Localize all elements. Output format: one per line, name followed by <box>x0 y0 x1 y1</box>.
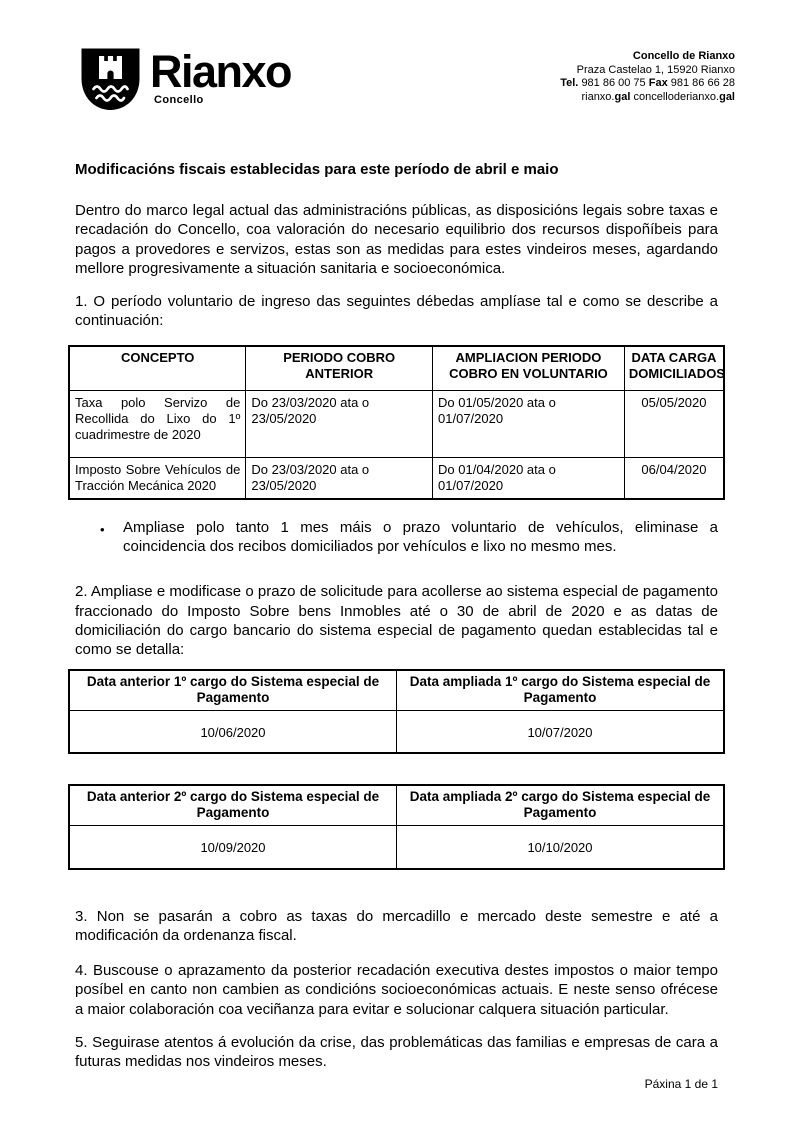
column-header-concepto: CONCEPTO <box>69 346 246 391</box>
table-row <box>69 390 724 457</box>
fax-label: Fax <box>648 77 668 89</box>
table-header-row <box>69 785 724 826</box>
contact-address: Praza Castelao 1, 15920 Rianxo <box>576 63 735 76</box>
table-row <box>69 710 724 753</box>
segundo-cargo-table <box>68 784 725 870</box>
footer-page-number: Páxina 1 de 1 <box>644 1077 718 1091</box>
cell-data-anterior-2: 10/09/2020 <box>69 826 397 869</box>
paragraph-item-3: 3. Non se pasarán a cobro as taxas do mercadillo e mercado deste semestre e até a modificación da ordenanza fiscal. <box>75 907 718 944</box>
contact-block <box>560 47 735 104</box>
paragraph-item-5: 5. Seguirase atentos á evolución da crise, das problemáticas das familias e empresas de cara a futuras medidas nos vindeiros meses. <box>75 1034 718 1071</box>
tel-number: 981 86 00 75 <box>581 77 646 89</box>
website-2: concelloderianxo. <box>633 90 720 103</box>
tel-label: Tel. <box>560 77 579 89</box>
shield-castle-waves-icon <box>80 47 141 112</box>
cell-concepto: Taxa polo Servizo de Recollida do Lixo do 1º cuadrimestre de 2020 <box>69 390 246 457</box>
table-row <box>69 457 724 499</box>
cell-ampliacion: Do 01/04/2020 ata o 01/07/2020 <box>433 457 625 499</box>
column-header-periodo-anterior: PERIODO COBRO ANTERIOR <box>246 346 433 391</box>
column-header-data-carga: DATA CARGA DOMICILIADOS <box>624 346 724 391</box>
website-2-tld: gal <box>719 90 735 103</box>
cell-data-carga: 06/04/2020 <box>624 457 724 499</box>
table-header-row <box>69 346 724 391</box>
bullet-text: Ampliase polo tanto 1 mes máis o prazo voluntario de vehículos, eliminase a coincidencia dos recibos domiciliados por vehículos e lixo no mesmo mes. <box>123 518 718 556</box>
fax-number: 981 86 66 28 <box>670 77 735 89</box>
cell-periodo-anterior: Do 23/03/2020 ata o 23/05/2020 <box>246 457 433 499</box>
contact-name: Concello de Rianxo <box>632 50 735 62</box>
ampliacion-periodo-table <box>68 345 725 500</box>
table-header-row <box>69 670 724 711</box>
column-header-data-anterior-2: Data anterior 2º cargo do Sistema especial de Pagamento <box>69 785 397 826</box>
bullet-point <box>75 518 718 557</box>
cell-data-ampliada-2: 10/10/2020 <box>397 826 725 869</box>
logo-brand-name: Rianxo <box>150 46 292 97</box>
column-header-data-anterior-1: Data anterior 1º cargo do Sistema especial de Pagamento <box>69 670 397 711</box>
logo-subtitle: Concello <box>154 94 204 106</box>
cell-data-carga: 05/05/2020 <box>624 390 724 457</box>
cell-periodo-anterior: Do 23/03/2020 ata o 23/05/2020 <box>246 390 433 457</box>
paragraph-item-2: 2. Ampliase e modificase o prazo de solicitude para acollerse ao sistema especial de pagamento fraccionado do Imposto Sobre bens Inmobles até o 30 de abril de 2020 e as datas de domiciliación do cargo bancario do sistema especial de pagamento quedan establecidas tal e como se detalla: <box>75 583 718 659</box>
column-header-data-ampliada-2: Data ampliada 2º cargo do Sistema especial de Pagamento <box>397 785 725 826</box>
document-body <box>75 160 725 1072</box>
primeiro-cargo-table <box>68 669 725 755</box>
website-1-tld: gal <box>614 90 631 103</box>
paragraph-item-1: 1. O período voluntario de ingreso das seguintes débedas amplíase tal e como se describe a continuación: <box>75 293 718 330</box>
contact-phone-line <box>560 77 735 91</box>
cell-concepto: Imposto Sobre Vehículos de Tracción Mecánica 2020 <box>69 457 246 499</box>
page-title: Modificacións fiscais establecidas para este período de abril e maio <box>75 161 559 178</box>
rianxo-logo <box>80 47 291 112</box>
page-header <box>0 0 793 112</box>
cell-ampliacion: Do 01/05/2020 ata o 01/07/2020 <box>433 390 625 457</box>
paragraph-item-4: 4. Buscouse o aprazamento da posterior recadación executiva destes impostos o maior tempo posíbel en canto non cambien as condicións socioeconómicas actuais. E neste senso ofrécese a maior colaboración coa veciñanza para evitar e solucionar calquera situación particular. <box>75 962 718 1018</box>
bullet-icon: • <box>100 521 105 537</box>
contact-web-line <box>560 91 735 105</box>
column-header-ampliacion: AMPLIACION PERIODO COBRO EN VOLUNTARIO <box>433 346 625 391</box>
table-row <box>69 826 724 869</box>
cell-data-ampliada-1: 10/07/2020 <box>397 710 725 753</box>
column-header-data-ampliada-1: Data ampliada 1º cargo do Sistema especial de Pagamento <box>397 670 725 711</box>
intro-paragraph: Dentro do marco legal actual das administracións públicas, as disposicións legais sobre taxas e recadación do Concello, coa valoración do necesario equilibrio dos recursos dispoñíbeis para pagos a provedores e servizos, estas son as medidas para estes vindeiros meses, agardando mellore progresivamente a situación sanitaria e socioeconómica. <box>75 202 718 277</box>
website-1: rianxo. <box>581 90 615 103</box>
cell-data-anterior-1: 10/06/2020 <box>69 710 397 753</box>
logo-text <box>150 47 291 106</box>
